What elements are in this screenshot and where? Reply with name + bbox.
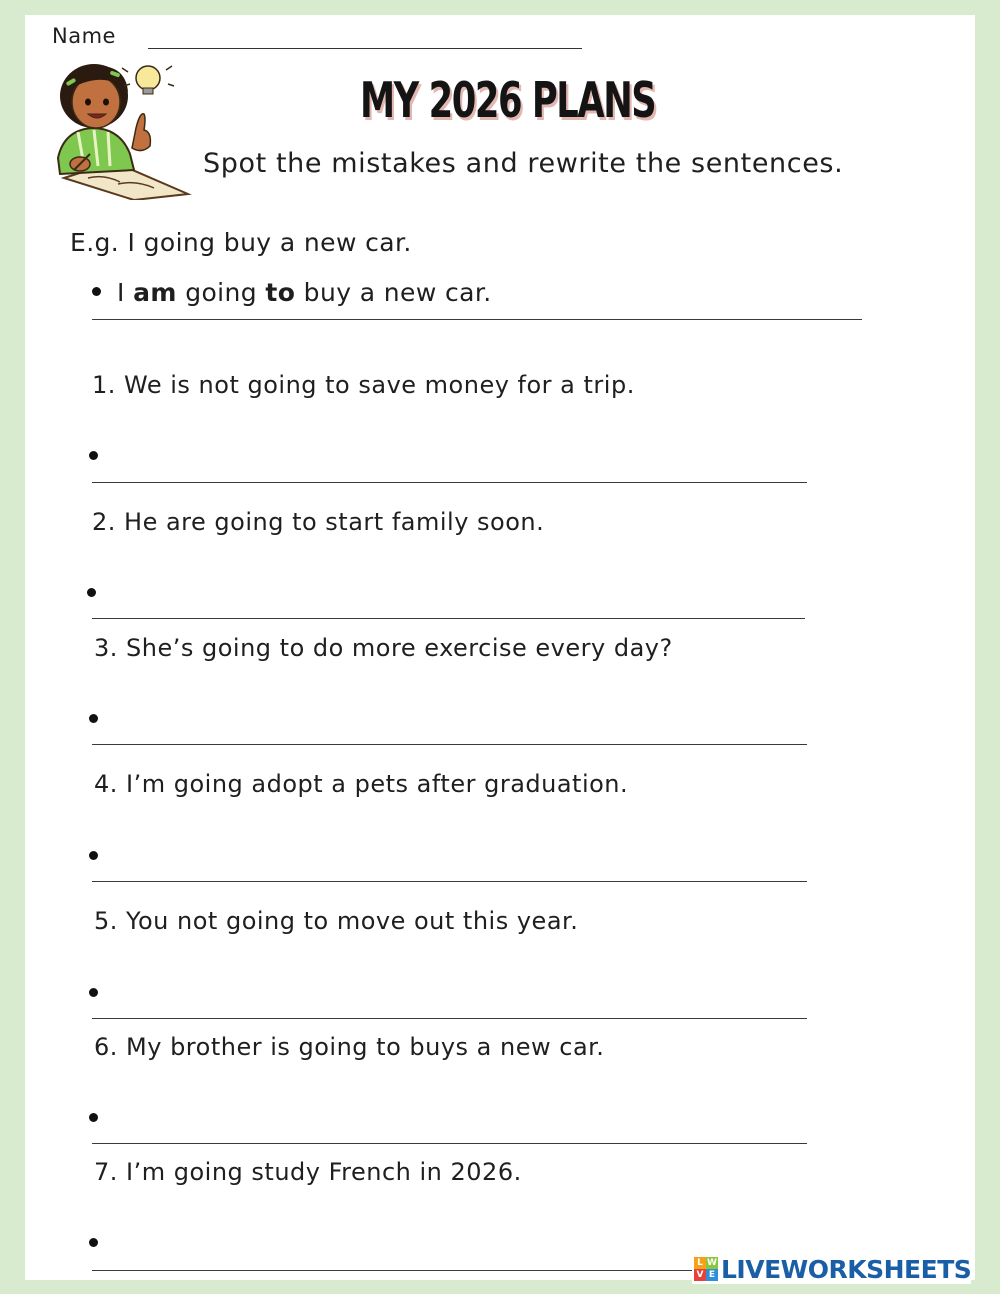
student-thinking-illustration bbox=[44, 58, 194, 200]
question-5: 5. You not going to move out this year. bbox=[94, 907, 579, 935]
bullet-icon bbox=[89, 988, 98, 997]
question-6: 6. My brother is going to buys a new car. bbox=[94, 1033, 605, 1061]
question-4: 4. I’m going adopt a pets after graduation. bbox=[94, 770, 629, 798]
bullet-icon bbox=[87, 588, 96, 597]
name-label: Name bbox=[52, 24, 116, 48]
question-2: 2. He are going to start family soon. bbox=[92, 508, 545, 536]
answer-line-5[interactable] bbox=[92, 1018, 807, 1019]
example-answer-text: going bbox=[176, 278, 266, 307]
example-answer-correction: am bbox=[133, 278, 177, 307]
logo-letter: W bbox=[707, 1258, 717, 1268]
liveworksheets-watermark[interactable] bbox=[692, 1254, 971, 1284]
logo-letter: V bbox=[694, 1269, 706, 1281]
answer-line-4[interactable] bbox=[92, 881, 807, 882]
example-answer-correction: to bbox=[265, 278, 296, 307]
question-3: 3. She’s going to do more exercise every day? bbox=[94, 634, 673, 662]
worksheet-instructions: Spot the mistakes and rewrite the sentences. bbox=[203, 148, 844, 179]
example-answer-text: I bbox=[117, 278, 134, 307]
answer-line-1[interactable] bbox=[92, 482, 807, 483]
worksheet-title: MY 2026 PLANS bbox=[360, 72, 656, 129]
logo-letter: E bbox=[706, 1269, 718, 1281]
bullet-icon bbox=[92, 287, 101, 296]
liveworksheets-wordmark: LIVEWORKSHEETS bbox=[721, 1254, 972, 1284]
bullet-icon bbox=[89, 714, 98, 723]
bullet-icon bbox=[89, 1238, 98, 1247]
example-sentence: E.g. I going buy a new car. bbox=[70, 228, 412, 257]
liveworksheets-logo-icon bbox=[694, 1257, 718, 1281]
bullet-icon bbox=[89, 851, 98, 860]
answer-line-3[interactable] bbox=[92, 744, 807, 745]
answer-line-2[interactable] bbox=[92, 618, 805, 619]
name-answer-line[interactable] bbox=[148, 48, 582, 49]
question-7: 7. I’m going study French in 2026. bbox=[94, 1158, 522, 1186]
bullet-icon bbox=[89, 451, 98, 460]
example-answer-line bbox=[92, 319, 862, 320]
logo-letter: L bbox=[694, 1257, 706, 1269]
example-answer-text: buy a new car. bbox=[295, 278, 492, 307]
answer-line-6[interactable] bbox=[92, 1143, 807, 1144]
question-1: 1. We is not going to save money for a trip. bbox=[92, 371, 635, 399]
bullet-icon bbox=[89, 1113, 98, 1122]
example-corrected-sentence bbox=[92, 278, 492, 307]
